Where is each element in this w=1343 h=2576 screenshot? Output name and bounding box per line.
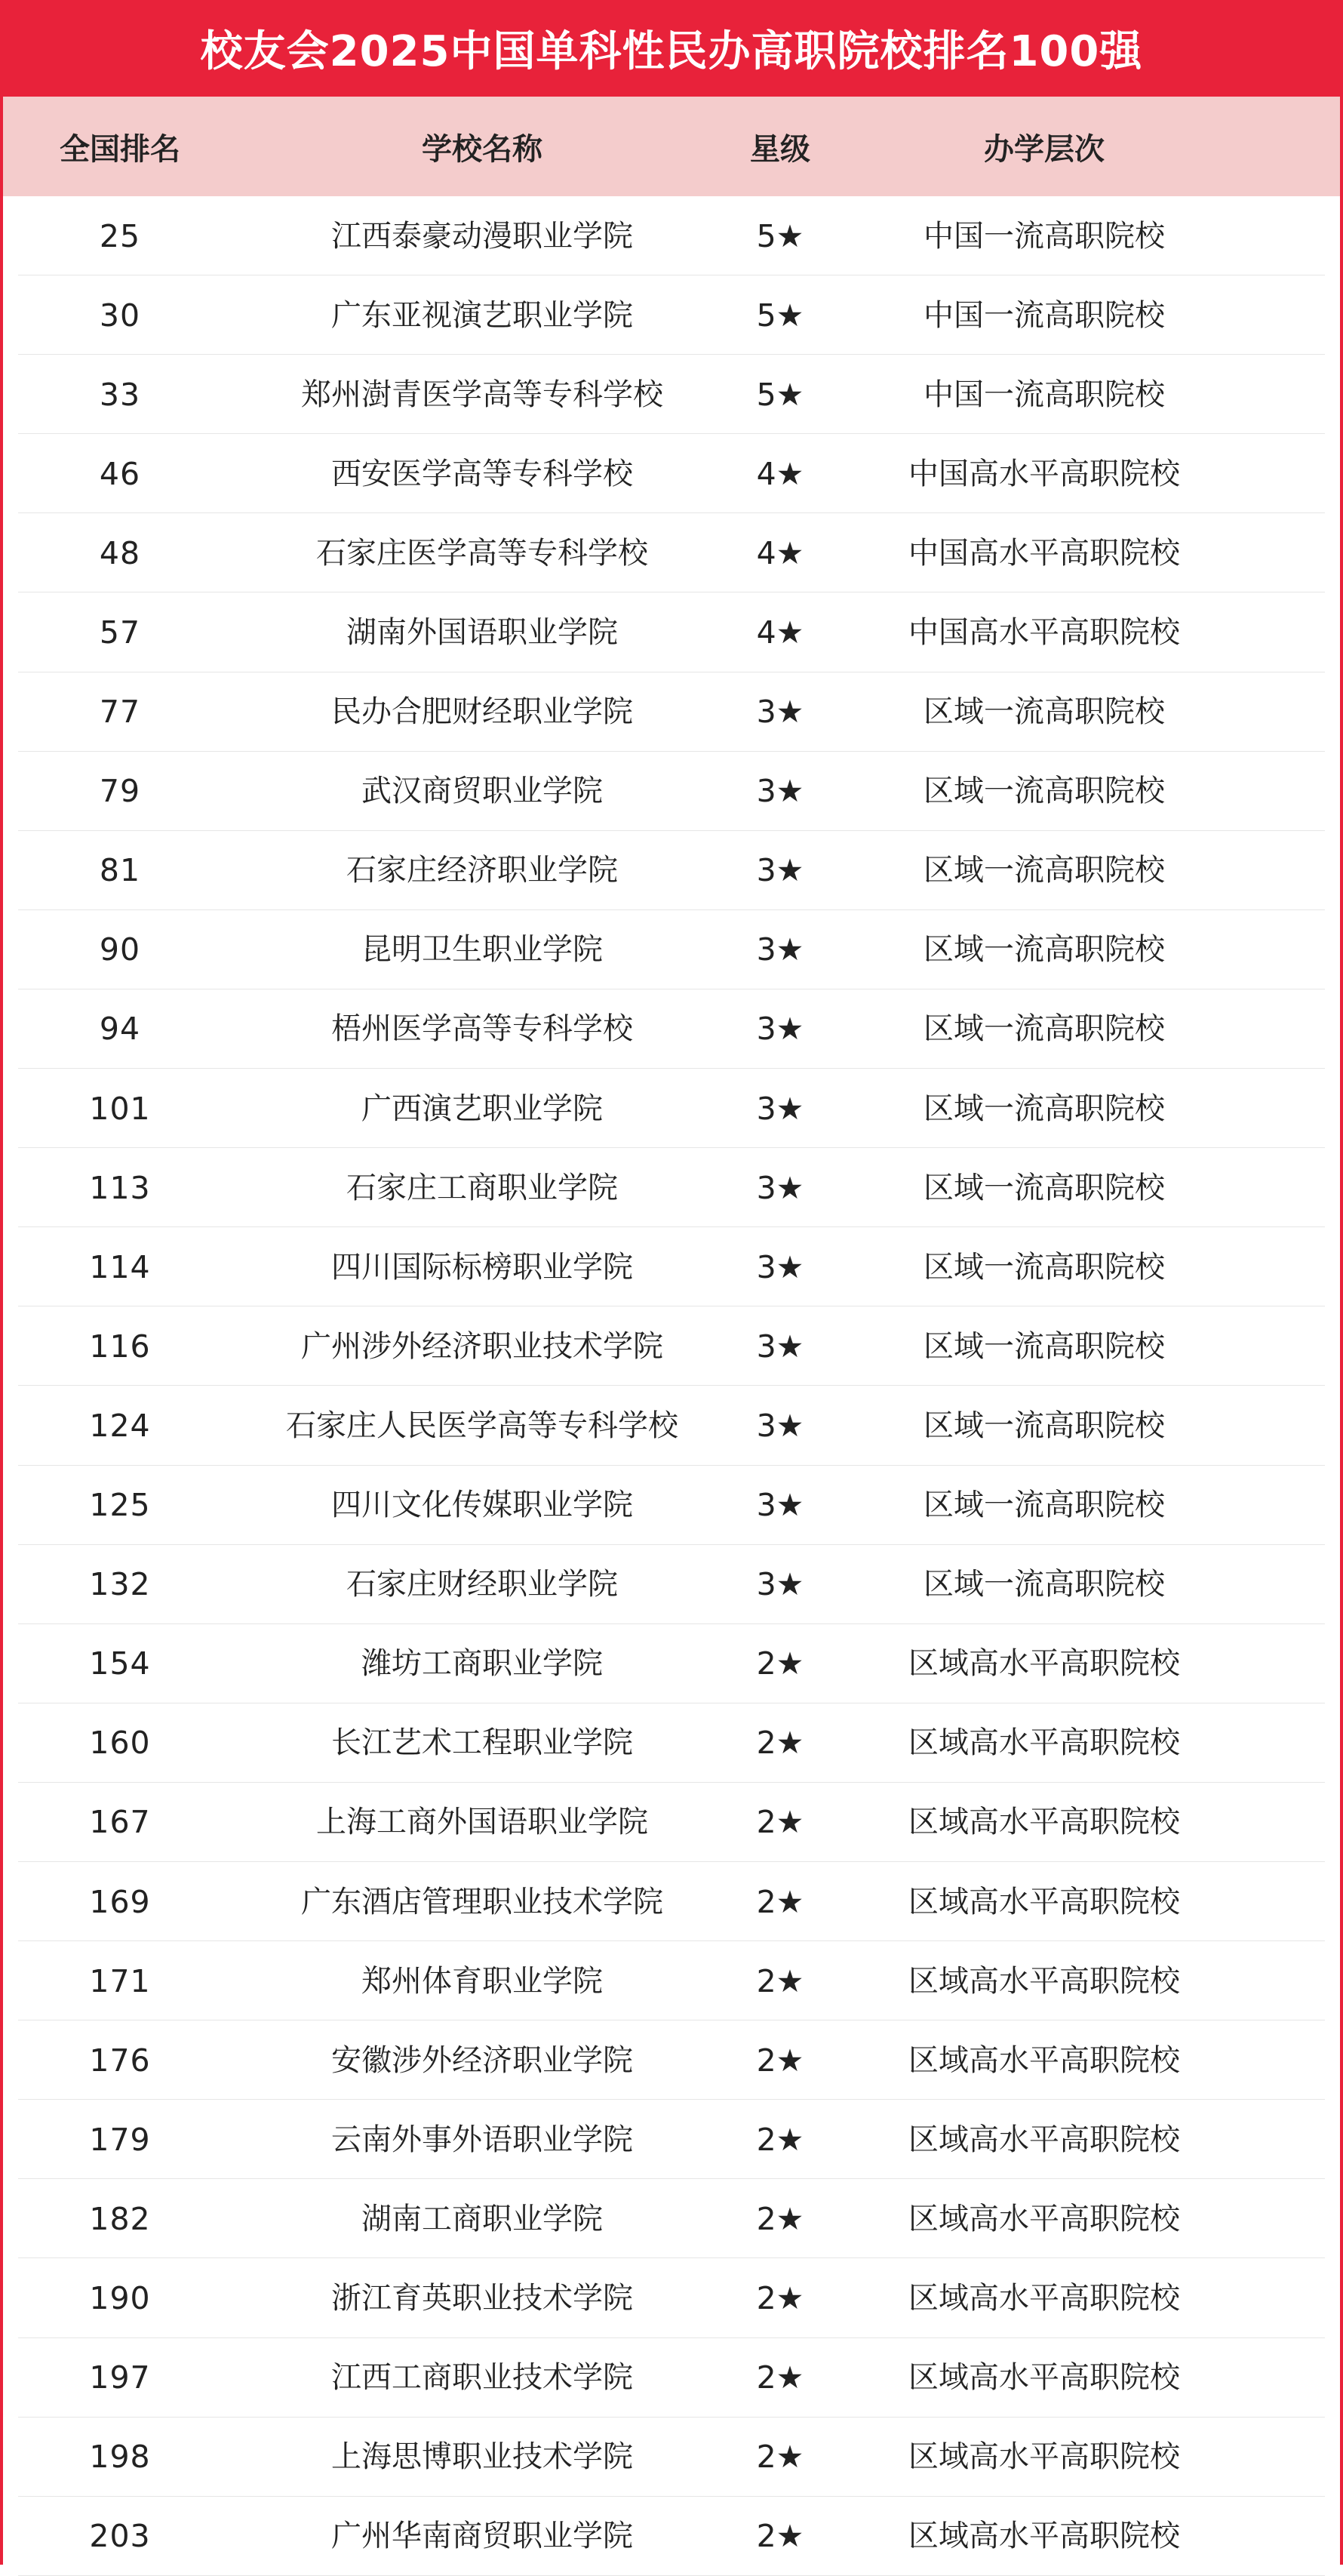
star-rating-cell: 3★ [756,1566,804,1603]
rank-cell: 81 [99,852,141,889]
level-cell: 中国一流高职院校 [924,297,1165,333]
rank-cell: 114 [89,1248,151,1285]
page-title: 校友会2025中国单科性民办高职院校排名100强 [200,27,1143,76]
school-name-cell: 广州涉外经济职业技术学院 [301,1328,663,1364]
rank-cell: 113 [89,1169,151,1206]
school-name-cell: 湖南外国语职业学院 [346,615,618,651]
header-level: 办学层次 [984,131,1105,167]
table-row [3,1862,1340,1941]
rank-cell: 160 [89,1725,151,1762]
level-cell: 区域高水平高职院校 [908,1646,1180,1682]
table-row [3,2179,1340,2258]
table-row [3,1069,1340,1148]
level-cell: 区域高水平高职院校 [908,1805,1180,1840]
level-cell: 区域高水平高职院校 [908,1725,1180,1761]
school-name-cell: 广州华南商贸职业学院 [331,2519,633,2554]
table-row [3,1941,1340,2020]
school-name-cell: 上海思博职业技术学院 [331,2439,633,2475]
table-row [3,989,1340,1069]
table-row [3,2497,1340,2576]
star-rating-cell: 3★ [756,931,804,968]
level-cell: 区域高水平高职院校 [908,2042,1180,2078]
school-name-cell: 民办合肥财经职业学院 [331,694,633,730]
header-star: 星级 [750,131,810,167]
rank-cell: 46 [99,455,141,492]
star-rating-cell: 4★ [756,455,804,492]
level-cell: 中国一流高职院校 [924,218,1165,254]
level-cell: 中国一流高职院校 [924,377,1165,412]
level-cell: 区域一流高职院校 [924,1408,1165,1443]
rank-cell: 33 [99,376,141,413]
star-rating-cell: 3★ [756,1090,804,1127]
rank-cell: 198 [89,2439,151,2476]
rank-cell: 167 [89,1804,151,1841]
title-banner [0,0,1343,97]
table-row [3,1624,1340,1703]
table-row [3,196,1340,275]
level-cell: 区域一流高职院校 [924,1488,1165,1523]
level-cell: 区域一流高职院校 [924,932,1165,968]
table-row [3,434,1340,513]
rank-cell: 30 [99,297,141,334]
star-rating-cell: 3★ [756,1328,804,1365]
star-rating-cell: 3★ [756,694,804,731]
level-cell: 中国高水平高职院校 [908,615,1180,651]
table-row [3,672,1340,752]
school-name-cell: 潍坊工商职业学院 [361,1646,603,1682]
level-cell: 区域一流高职院校 [924,1249,1165,1285]
star-rating-cell: 2★ [756,2279,804,2316]
rank-cell: 169 [89,1883,151,1920]
school-name-cell: 上海工商外国语职业学院 [316,1805,648,1840]
star-rating-cell: 2★ [756,2042,804,2079]
table-row [3,2020,1340,2100]
table-row [3,2338,1340,2418]
school-name-cell: 石家庄财经职业学院 [346,1567,618,1602]
rank-cell: 197 [89,2359,151,2396]
level-cell: 区域高水平高职院校 [908,1963,1180,1999]
rank-cell: 190 [89,2279,151,2316]
level-cell: 中国高水平高职院校 [908,456,1180,491]
table-row [3,2418,1340,2497]
school-name-cell: 广东亚视演艺职业学院 [331,297,633,333]
table-row [3,592,1340,672]
star-rating-cell: 2★ [756,1645,804,1682]
star-rating-cell: 2★ [756,2518,804,2555]
level-cell: 区域高水平高职院校 [908,1884,1180,1919]
school-name-cell: 安徽涉外经济职业学院 [331,2042,633,2078]
school-name-cell: 广东酒店管理职业技术学院 [301,1884,663,1919]
level-cell: 区域高水平高职院校 [908,2360,1180,2396]
header-name: 学校名称 [422,131,542,167]
star-rating-cell: 5★ [756,297,804,334]
table-row [3,513,1340,592]
rank-cell: 124 [89,1407,151,1444]
school-name-cell: 四川国际标榜职业学院 [331,1249,633,1285]
level-cell: 区域高水平高职院校 [908,2122,1180,2157]
rank-cell: 171 [89,1962,151,1999]
table-row [3,1227,1340,1306]
level-cell: 中国高水平高职院校 [908,535,1180,571]
rank-cell: 154 [89,1645,151,1682]
level-cell: 区域一流高职院校 [924,774,1165,809]
table-row [3,910,1340,989]
school-name-cell: 石家庄经济职业学院 [346,853,618,888]
star-rating-cell: 2★ [756,2359,804,2396]
rank-cell: 94 [99,1011,141,1048]
table-row [3,2258,1340,2337]
header-rank: 全国排名 [60,131,180,167]
school-name-cell: 江西泰豪动漫职业学院 [331,218,633,254]
school-name-cell: 浙江育英职业技术学院 [331,2280,633,2316]
school-name-cell: 昆明卫生职业学院 [361,932,603,968]
rank-cell: 132 [89,1566,151,1603]
rank-cell: 203 [89,2518,151,2555]
table-row [3,1148,1340,1227]
level-cell: 区域高水平高职院校 [908,2201,1180,2236]
star-rating-cell: 3★ [756,1169,804,1206]
rank-cell: 101 [89,1090,151,1127]
table-row [3,752,1340,831]
level-cell: 区域一流高职院校 [924,1091,1165,1126]
school-name-cell: 郑州澍青医学高等专科学校 [301,377,663,412]
table-body [3,196,1340,2576]
level-cell: 区域一流高职院校 [924,1567,1165,1602]
table-row [3,831,1340,910]
table-row [3,1703,1340,1783]
table-row [3,2100,1340,2179]
rank-cell: 176 [89,2042,151,2079]
star-rating-cell: 4★ [756,614,804,651]
school-name-cell: 广西演艺职业学院 [361,1091,603,1126]
rank-cell: 25 [99,217,141,254]
star-rating-cell: 2★ [756,2439,804,2476]
rank-cell: 77 [99,694,141,731]
school-name-cell: 云南外事外语职业学院 [331,2122,633,2157]
star-rating-cell: 4★ [756,534,804,571]
rank-cell: 179 [89,2121,151,2158]
table-row [3,1545,1340,1624]
level-cell: 区域一流高职院校 [924,1011,1165,1047]
school-name-cell: 四川文化传媒职业学院 [331,1488,633,1523]
rank-cell: 116 [89,1328,151,1365]
star-rating-cell: 5★ [756,376,804,413]
table-row [3,275,1340,355]
table-row [3,1386,1340,1465]
level-cell: 区域高水平高职院校 [908,2439,1180,2475]
star-rating-cell: 2★ [756,1725,804,1762]
table-row [3,1466,1340,1545]
star-rating-cell: 3★ [756,1248,804,1285]
star-rating-cell: 5★ [756,217,804,254]
rank-cell: 79 [99,773,141,810]
level-cell: 区域一流高职院校 [924,1328,1165,1364]
school-name-cell: 长江艺术工程职业学院 [331,1725,633,1761]
level-cell: 区域高水平高职院校 [908,2519,1180,2554]
table-row [3,1783,1340,1862]
star-rating-cell: 3★ [756,773,804,810]
rank-cell: 57 [99,614,141,651]
star-rating-cell: 2★ [756,1804,804,1841]
level-cell: 区域一流高职院校 [924,1170,1165,1205]
level-cell: 区域一流高职院校 [924,853,1165,888]
rank-cell: 90 [99,931,141,968]
star-rating-cell: 3★ [756,1487,804,1524]
table-row [3,355,1340,434]
school-name-cell: 西安医学高等专科学校 [331,456,633,491]
star-rating-cell: 3★ [756,1011,804,1048]
star-rating-cell: 2★ [756,2200,804,2237]
school-name-cell: 石家庄工商职业学院 [346,1170,618,1205]
star-rating-cell: 2★ [756,2121,804,2158]
star-rating-cell: 2★ [756,1962,804,1999]
table-row [3,1306,1340,1386]
school-name-cell: 石家庄医学高等专科学校 [316,535,648,571]
school-name-cell: 郑州体育职业学院 [361,1963,603,1999]
rank-cell: 182 [89,2200,151,2237]
level-cell: 区域一流高职院校 [924,694,1165,730]
level-cell: 区域高水平高职院校 [908,2280,1180,2316]
school-name-cell: 江西工商职业技术学院 [331,2360,633,2396]
rank-cell: 48 [99,534,141,571]
star-rating-cell: 2★ [756,1883,804,1920]
star-rating-cell: 3★ [756,852,804,889]
rank-cell: 125 [89,1487,151,1524]
school-name-cell: 石家庄人民医学高等专科学校 [286,1408,678,1443]
table-header [3,97,1340,196]
school-name-cell: 武汉商贸职业学院 [361,774,603,809]
school-name-cell: 梧州医学高等专科学校 [331,1011,633,1047]
school-name-cell: 湖南工商职业学院 [361,2201,603,2236]
star-rating-cell: 3★ [756,1407,804,1444]
